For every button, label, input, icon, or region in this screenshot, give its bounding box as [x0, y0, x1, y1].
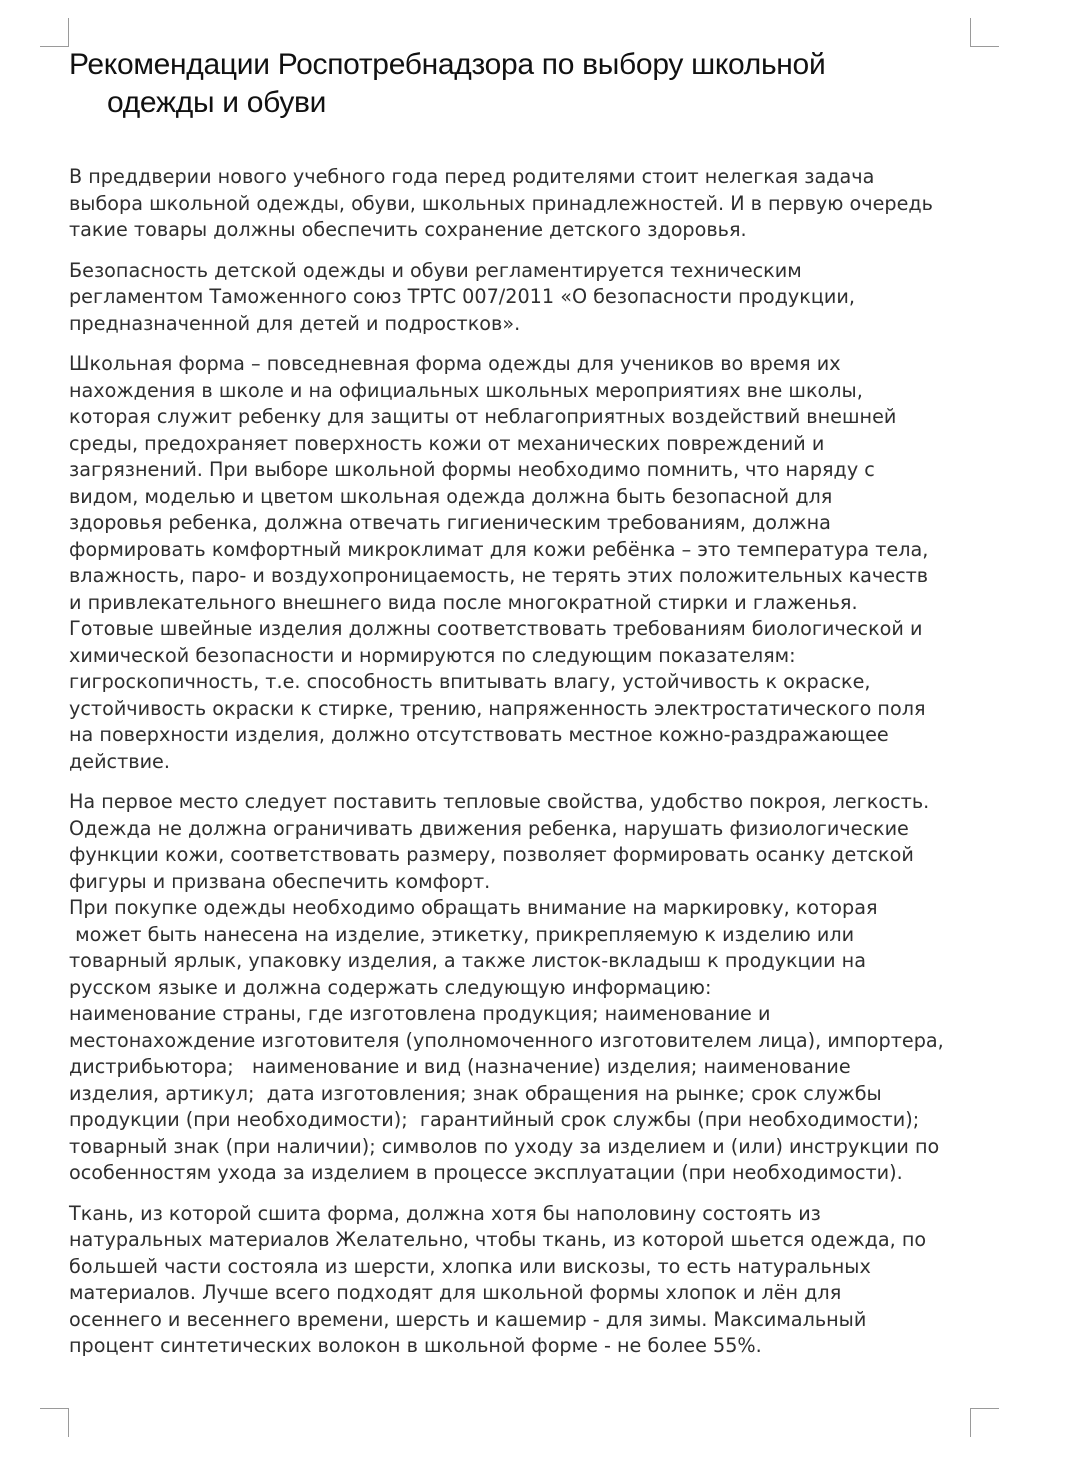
paragraph-intro	[69, 164, 974, 244]
text-line: На первое место следует поставить тепловые свойства, удобство покроя, легкость.	[69, 790, 930, 813]
document-title-line-2: одежды и обуви	[107, 86, 327, 119]
text-line: Ткань, из которой сшита форма, должна хотя бы наполовину состоять из	[69, 1201, 821, 1225]
text-line: химической безопасности и нормируются по следующим показателям:	[69, 643, 796, 667]
text-line: дистрибьютора; наименование и вид (назначение) изделия; наименование	[69, 1055, 851, 1078]
crop-mark-top-right	[970, 18, 999, 47]
text-line: материалов. Лучше всего подходят для школьной формы хлопок и лён для	[69, 1281, 842, 1304]
text-line: выбора школьной одежды, обуви, школьных принадлежностей. И в первую очередь	[69, 191, 933, 215]
document-title-line-1: Рекомендации Роспотребнадзора по выбору школьной	[69, 48, 826, 81]
text-line: здоровья ребенка, должна отвечать гигиеническим требованиям, должна	[69, 511, 831, 534]
text-line: русском языке и должна содержать следующую информацию:	[69, 975, 712, 999]
paragraph-regulation	[69, 258, 974, 338]
paragraph-labeling	[69, 895, 974, 1187]
text-line: натуральных материалов Желательно, чтобы ткань, из которой шьется одежда, по	[69, 1228, 927, 1251]
text-line: действие.	[69, 749, 170, 773]
text-line: влажность, паро- и воздухопроницаемость, не терять этих положительных качеств	[69, 564, 929, 587]
paragraph-thermal-properties	[69, 789, 974, 895]
text-line: Безопасность детской одежды и обуви регламентируется техническим	[69, 258, 802, 282]
crop-mark-bottom-left	[40, 1408, 69, 1437]
text-line: наименование страны, где изготовлена продукция; наименование и	[69, 1002, 771, 1025]
crop-mark-bottom-right	[970, 1408, 999, 1437]
text-line: изделия, артикул; дата изготовления; знак обращения на рынке; срок службы	[69, 1081, 882, 1105]
text-line: товарный ярлык, упаковку изделия, а также листок-вкладыш к продукции на	[69, 949, 866, 972]
text-line: видом, моделью и цветом школьная одежда должна быть безопасной для	[69, 484, 833, 508]
text-line: формировать комфортный микроклимат для кожи ребёнка – это температура тела,	[69, 537, 929, 561]
text-line: регламентом Таможенного союз ТРТС 007/2011 «О безопасности продукции,	[69, 285, 855, 308]
text-line: товарный знак (при наличии); символов по уходу за изделием и (или) инструкции по	[69, 1134, 940, 1158]
text-line: устойчивость окраски к стирке, трению, напряженность электростатического поля	[69, 696, 926, 720]
text-line: осеннего и весеннего времени, шерсть и кашемир - для зимы. Максимальный	[69, 1307, 867, 1331]
text-line: предназначенной для детей и подростков».	[69, 311, 521, 335]
paragraph-fabric	[69, 1201, 974, 1360]
paragraph-uniform-definition	[69, 351, 974, 775]
document-body	[69, 164, 974, 1374]
text-line: которая служит ребенку для защиты от неблагоприятных воздействий внешней	[69, 405, 897, 428]
text-line: фигуры и призвана обеспечить комфорт.	[69, 869, 491, 893]
text-line: загрязнений. При выборе школьной формы необходимо помнить, что наряду с	[69, 458, 875, 481]
text-line: особенностям ухода за изделием в процессе эксплуатации (при необходимости).	[69, 1161, 903, 1184]
document-title	[69, 46, 969, 122]
text-line: продукции (при необходимости); гарантийный срок службы (при необходимости);	[69, 1108, 920, 1131]
text-line: Школьная форма – повседневная форма одежды для учеников во время их	[69, 352, 841, 375]
crop-mark-top-left	[40, 18, 69, 47]
text-line: Одежда не должна ограничивать движения ребенка, нарушать физиологические	[69, 816, 909, 840]
text-line: В преддверии нового учебного года перед родителями стоит нелегкая задача	[69, 165, 875, 188]
text-line: такие товары должны обеспечить сохранение детского здоровья.	[69, 218, 747, 241]
text-line: Готовые швейные изделия должны соответствовать требованиям биологической и	[69, 617, 923, 640]
text-line: может быть нанесена на изделие, этикетку, прикрепляемую к изделию или	[69, 922, 855, 946]
text-line: и привлекательного внешнего вида после многократной стирки и глаженья.	[69, 590, 858, 614]
text-line: функции кожи, соответствовать размеру, позволяет формировать осанку детской	[69, 843, 914, 866]
text-line: на поверхности изделия, должно отсутствовать местное кожно-раздражающее	[69, 723, 889, 746]
text-line: нахождения в школе и на официальных школьных мероприятиях вне школы,	[69, 378, 863, 402]
text-line: При покупке одежды необходимо обращать внимание на маркировку, которая	[69, 896, 878, 919]
text-line: местонахождение изготовителя (уполномоченного изготовителем лица), импортера,	[69, 1028, 944, 1052]
text-line: гигроскопичность, т.е. способность впитывать влагу, устойчивость к окраске,	[69, 670, 871, 693]
text-line: большей части состояла из шерсти, хлопка или вискозы, то есть натуральных	[69, 1254, 871, 1278]
text-line: среды, предохраняет поверхность кожи от механических повреждений и	[69, 431, 825, 455]
text-line: процент синтетических волокон в школьной форме - не более 55%.	[69, 1334, 762, 1357]
